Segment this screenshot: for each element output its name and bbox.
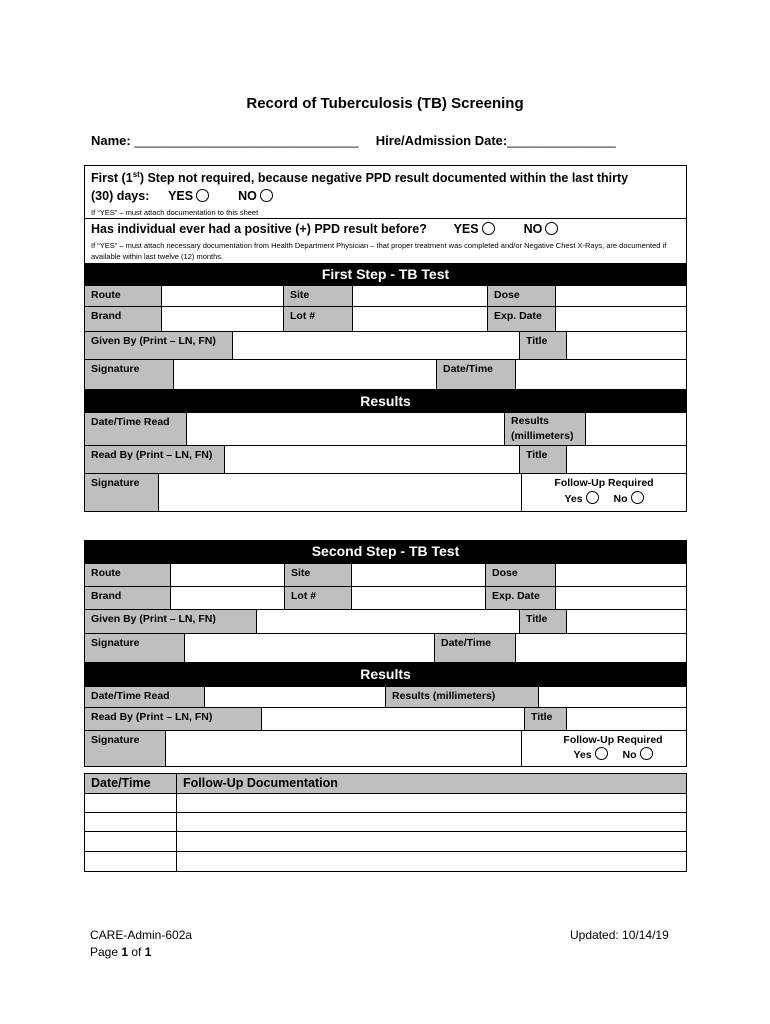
followup-row-doc[interactable]	[176, 812, 687, 832]
q1-no-radio[interactable]	[260, 189, 273, 202]
s2-route-label: Route	[84, 563, 171, 587]
s1-title-field[interactable]	[566, 331, 687, 360]
s1-given-by-label: Given By (Print – LN, FN)	[84, 331, 233, 360]
s1-title2-label: Title	[519, 445, 567, 474]
s1-lot-label: Lot #	[283, 306, 353, 332]
s1-exp-field[interactable]	[555, 306, 687, 332]
followup-doc-header: Follow-Up Documentation	[176, 773, 687, 794]
s1-signature2-field[interactable]	[158, 473, 522, 512]
s2-read-by-label: Read By (Print – LN, FN)	[84, 707, 262, 731]
s2-results-mm-label: Results (millimeters)	[385, 686, 539, 708]
s2-read-by-field[interactable]	[261, 707, 525, 731]
s1-signature-field[interactable]	[173, 359, 437, 390]
question-first-step-box	[84, 165, 687, 219]
footer-page-number: Page 1 of 1	[90, 945, 152, 959]
q2-note: If “YES” – must attach necessary documentation from Health Department Physician – that proper treatment was completed and/or Negative Chest X-Rays, are documented if available within last twelve (12) months.	[91, 241, 667, 261]
s1-dose-field[interactable]	[555, 285, 687, 307]
s2-title2-label: Title	[524, 707, 567, 731]
s1-site-field[interactable]	[352, 285, 488, 307]
s1-title2-field[interactable]	[566, 445, 687, 474]
footer-updated-date: Updated: 10/14/19	[570, 928, 669, 942]
question-positive-ppd: Has individual ever had a positive (+) PPD result before?	[91, 222, 427, 236]
s2-datetime-label: Date/Time	[434, 633, 516, 663]
s2-results-header: Results	[84, 663, 687, 686]
s1-followup-cell	[521, 473, 687, 512]
s1-signature-label: Signature	[84, 359, 174, 390]
s2-followup-no-radio[interactable]	[640, 747, 653, 760]
followup-row-doc[interactable]	[176, 793, 687, 813]
followup-date-header: Date/Time	[84, 773, 177, 794]
name-label: Name:	[91, 133, 131, 148]
s1-datetime-read-label: Date/Time Read	[84, 412, 187, 446]
s2-results-mm-field[interactable]	[538, 686, 687, 708]
s2-followup-label: Follow-Up Required	[563, 734, 663, 746]
s1-lot-field[interactable]	[352, 306, 488, 332]
s1-followup-yes-label: Yes	[564, 493, 583, 505]
hire-date-label: Hire/Admission Date:	[375, 133, 508, 148]
q1-yes-label: YES	[168, 189, 194, 203]
s2-followup-yes-label: Yes	[573, 749, 592, 761]
s2-followup-yes-radio[interactable]	[595, 747, 608, 760]
s2-brand-field[interactable]	[170, 586, 285, 610]
s2-given-by-label: Given By (Print – LN, FN)	[84, 609, 257, 634]
hire-date-field[interactable]: _______________	[507, 133, 616, 148]
followup-row-date[interactable]	[84, 851, 177, 872]
followup-row-date[interactable]	[84, 812, 177, 832]
s2-site-label: Site	[284, 563, 352, 587]
s2-exp-label: Exp. Date	[485, 586, 556, 610]
s2-lot-field[interactable]	[351, 586, 486, 610]
footer-form-id: CARE-Admin-602a	[90, 928, 193, 942]
second-step-header: Second Step - TB Test	[84, 540, 687, 563]
s2-followup-cell	[521, 730, 687, 767]
s1-brand-label: Brand	[84, 306, 162, 332]
s2-title-field[interactable]	[566, 609, 687, 634]
s1-followup-yes-radio[interactable]	[586, 491, 599, 504]
question-positive-ppd-box	[84, 218, 687, 264]
name-line	[91, 133, 616, 148]
followup-row-date[interactable]	[84, 831, 177, 852]
q2-yes-label: YES	[453, 222, 479, 236]
s1-results-mm-field[interactable]	[585, 412, 687, 446]
s2-dose-label: Dose	[485, 563, 556, 587]
s2-signature-field[interactable]	[184, 633, 435, 663]
q1-yes-radio[interactable]	[196, 189, 209, 202]
first-step-header: First Step - TB Test	[84, 264, 687, 285]
q2-no-radio[interactable]	[545, 222, 558, 235]
name-field[interactable]: _______________________________	[134, 133, 359, 148]
s1-read-by-field[interactable]	[224, 445, 520, 474]
q1-no-label: NO	[238, 189, 257, 203]
s1-brand-field[interactable]	[161, 306, 284, 332]
page-title: Record of Tuberculosis (TB) Screening	[246, 95, 524, 112]
followup-row-doc[interactable]	[176, 851, 687, 872]
q1-note: If “YES” – must attach documentation to this sheet	[91, 208, 259, 217]
q2-yes-radio[interactable]	[482, 222, 495, 235]
s1-route-label: Route	[84, 285, 162, 307]
s2-dose-field[interactable]	[555, 563, 687, 587]
question-first-step-line2: (30) days:	[91, 189, 150, 203]
s2-given-by-field[interactable]	[256, 609, 520, 634]
s2-title2-field[interactable]	[566, 707, 687, 731]
s2-site-field[interactable]	[351, 563, 486, 587]
s2-title-label: Title	[519, 609, 567, 634]
s1-followup-no-radio[interactable]	[631, 491, 644, 504]
s1-title-label: Title	[519, 331, 567, 360]
s1-exp-label: Exp. Date	[487, 306, 556, 332]
followup-row-date[interactable]	[84, 793, 177, 813]
s2-route-field[interactable]	[170, 563, 285, 587]
s1-dose-label: Dose	[487, 285, 556, 307]
s2-datetime-read-label: Date/Time Read	[84, 686, 205, 708]
s1-datetime-read-field[interactable]	[186, 412, 505, 446]
s1-read-by-label: Read By (Print – LN, FN)	[84, 445, 225, 474]
s2-datetime-read-field[interactable]	[204, 686, 386, 708]
s2-followup-no-label: No	[622, 749, 637, 761]
s1-datetime-label: Date/Time	[436, 359, 516, 390]
s2-signature-label: Signature	[84, 633, 185, 663]
s1-followup-no-label: No	[613, 493, 628, 505]
s2-lot-label: Lot #	[284, 586, 352, 610]
s1-results-mm-label: Results (millimeters)	[504, 412, 586, 446]
s2-exp-field[interactable]	[555, 586, 687, 610]
s1-datetime-field[interactable]	[515, 359, 687, 390]
followup-row-doc[interactable]	[176, 831, 687, 852]
s1-followup-label: Follow-Up Required	[554, 477, 654, 489]
s2-signature2-label: Signature	[84, 730, 166, 767]
s1-route-field[interactable]	[161, 285, 284, 307]
s1-results-header: Results	[84, 390, 687, 412]
s2-datetime-field[interactable]	[515, 633, 687, 663]
question-first-step: First (1st) Step not required, because negative PPD result documented within the last thirty	[91, 170, 629, 186]
s2-signature2-field[interactable]	[165, 730, 522, 767]
q2-no-label: NO	[523, 222, 543, 236]
s1-signature2-label: Signature	[84, 473, 159, 512]
s1-given-by-field[interactable]	[232, 331, 520, 360]
s1-site-label: Site	[283, 285, 353, 307]
s2-brand-label: Brand	[84, 586, 171, 610]
